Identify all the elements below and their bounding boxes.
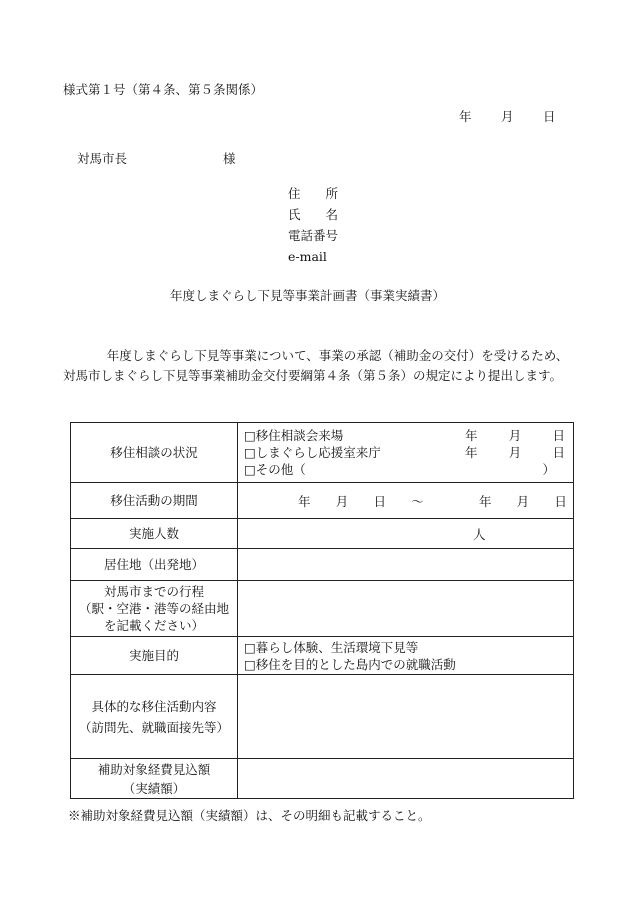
applicant-email-label: e‐mail <box>288 249 327 264</box>
row-itinerary <box>71 581 574 637</box>
people-unit: 人 <box>473 526 486 542</box>
day-mark: 日 <box>552 445 565 460</box>
tilde-mark: ～ <box>411 493 424 509</box>
consultation-option-other <box>244 461 573 478</box>
consultation-options <box>238 423 574 483</box>
cost-label-line: 補助対象経費見込額 <box>97 761 211 777</box>
application-table <box>70 422 574 799</box>
addressee-name: 対馬市長 <box>77 151 128 166</box>
year-mark: 年 <box>298 493 311 509</box>
row-purpose <box>71 637 574 675</box>
purpose-options <box>238 637 574 675</box>
close-paren: ） <box>542 462 555 477</box>
month-mark: 月 <box>335 493 349 509</box>
details-label-line: 具体的な移住活動内容 <box>91 698 217 714</box>
purpose-option-lifestyle: □暮らし体験、生活環境下見等 <box>244 639 419 655</box>
month-mark: 月 <box>516 493 530 509</box>
option-text: □移住相談会来場 <box>244 428 344 443</box>
consultation-option-office <box>244 444 573 461</box>
date-day: 日 <box>543 109 556 124</box>
itinerary-label-line: （駅・空港・港等の経由地 <box>78 601 229 616</box>
month-mark: 月 <box>508 428 522 443</box>
residence-label: 居住地（出発地） <box>71 549 238 581</box>
year-mark: 年 <box>478 493 492 509</box>
row-period <box>71 483 574 519</box>
details-label-line: （訪問先、就職面接先等） <box>78 719 229 735</box>
residence-value <box>238 549 574 581</box>
people-label: 実施人数 <box>71 519 238 549</box>
people-value <box>238 519 574 549</box>
applicant-phone-label: 電話番号 <box>288 228 339 243</box>
footnote: ※補助対象経費見込額（実績額）は、その明細も記載すること。 <box>68 808 431 823</box>
date-month: 月 <box>501 109 514 124</box>
applicant-address-label: 住 所 <box>288 186 339 201</box>
cost-label-line: （実績額） <box>122 780 186 796</box>
body-paragraph: 年度しまぐらし下見等事業について、事業の承認（補助金の交付）を受けるため、対馬市しまぐらし下見等事業補助金交付要綱第４条（第５条）の規定により提出します。 <box>63 348 569 383</box>
body-text <box>63 346 569 386</box>
itinerary-label <box>71 581 238 637</box>
row-details <box>71 675 574 759</box>
day-mark: 日 <box>554 493 567 509</box>
purpose-option-job: □移住を目的とした島内での就職活動 <box>244 656 456 672</box>
itinerary-value <box>238 581 574 637</box>
details-label <box>71 675 238 759</box>
itinerary-label-line: を記載ください） <box>103 618 204 633</box>
row-people <box>71 519 574 549</box>
row-cost <box>71 759 574 799</box>
date-year: 年 <box>459 109 472 124</box>
consultation-option-fair <box>244 427 573 444</box>
period-label: 移住活動の期間 <box>71 483 238 519</box>
applicant-name-label: 氏 名 <box>288 207 339 222</box>
document-title: 年度しまぐらし下見等事業計画書（事業実績書） <box>170 288 446 303</box>
cost-value <box>238 759 574 799</box>
addressee <box>77 149 236 167</box>
year-mark: 年 <box>465 428 478 443</box>
form-number: 様式第１号（第４条、第５条関係） <box>63 82 264 97</box>
month-mark: 月 <box>508 445 522 460</box>
option-text: □その他（ <box>244 462 306 477</box>
date-line <box>459 107 556 125</box>
option-text: □しまぐらし応援室来庁 <box>244 445 381 460</box>
details-value <box>238 675 574 759</box>
year-mark: 年 <box>465 445 478 460</box>
period-value <box>238 483 574 519</box>
purpose-label: 実施目的 <box>71 637 238 675</box>
row-consultation <box>71 423 574 483</box>
row-residence <box>71 549 574 581</box>
day-mark: 日 <box>552 428 565 443</box>
addressee-honorific: 様 <box>223 151 236 166</box>
itinerary-label-line: 対馬市までの行程 <box>103 584 204 599</box>
day-mark: 日 <box>373 493 386 509</box>
cost-label <box>71 759 238 799</box>
consultation-label: 移住相談の状況 <box>71 423 238 483</box>
